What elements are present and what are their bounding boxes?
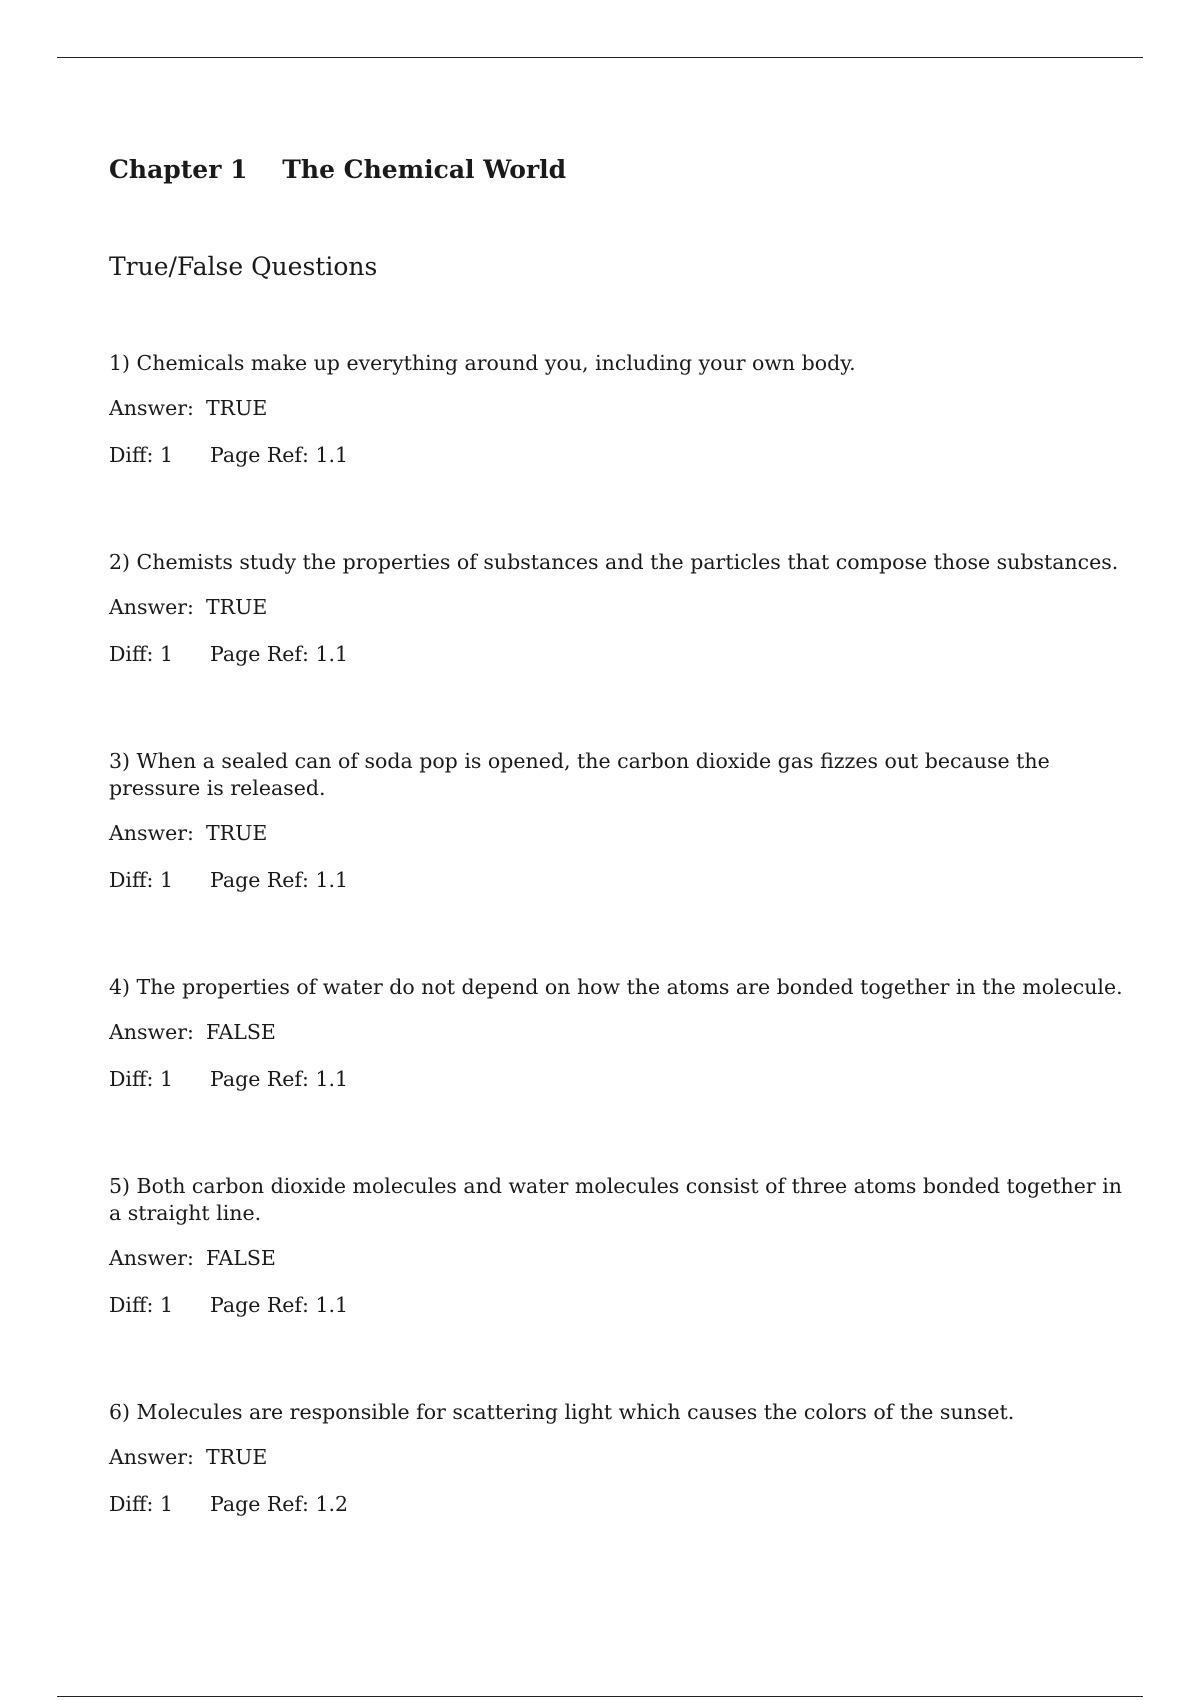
- answer-value: TRUE: [206, 821, 268, 845]
- question-item: [109, 974, 1139, 1093]
- document-body: [109, 150, 1139, 1518]
- question-text: 4) The properties of water do not depend on how the atoms are bonded together in the molecule.: [109, 975, 1123, 999]
- question-answer: [109, 594, 1139, 621]
- question-meta: [109, 442, 1139, 469]
- question-item: [109, 350, 1139, 469]
- answer-label: Answer:: [109, 595, 194, 619]
- answer-value: TRUE: [206, 595, 268, 619]
- difficulty: Diff: 1: [109, 1293, 174, 1317]
- question-text: 5) Both carbon dioxide molecules and water molecules consist of three atoms bonded together in a straight line.: [109, 1174, 1122, 1225]
- difficulty: Diff: 1: [109, 1492, 174, 1516]
- difficulty: Diff: 1: [109, 642, 174, 666]
- question-answer: [109, 820, 1139, 847]
- page-ref: Page Ref: 1.1: [210, 642, 349, 666]
- question-answer: [109, 1444, 1139, 1471]
- page-ref: Page Ref: 1.1: [210, 868, 349, 892]
- question-list: [109, 350, 1139, 1518]
- question-text: 1) Chemicals make up everything around you, including your own body.: [109, 351, 856, 375]
- page-ref: Page Ref: 1.2: [210, 1492, 349, 1516]
- answer-value: FALSE: [206, 1020, 276, 1044]
- header-rule: [57, 57, 1143, 58]
- answer-label: Answer:: [109, 1445, 194, 1469]
- question-text: 3) When a sealed can of soda pop is opened, the carbon dioxide gas fizzes out because the pressure is released.: [109, 749, 1050, 800]
- section-title: True/False Questions: [109, 252, 378, 281]
- question-text: 6) Molecules are responsible for scattering light which causes the colors of the sunset.: [109, 1400, 1015, 1424]
- chapter-title: Chapter 1 The Chemical World: [109, 155, 567, 184]
- question-text: 2) Chemists study the properties of substances and the particles that compose those substances.: [109, 550, 1119, 574]
- answer-label: Answer:: [109, 1246, 194, 1270]
- difficulty: Diff: 1: [109, 868, 174, 892]
- answer-label: Answer:: [109, 821, 194, 845]
- difficulty: Diff: 1: [109, 443, 174, 467]
- answer-label: Answer:: [109, 1020, 194, 1044]
- answer-label: Answer:: [109, 396, 194, 420]
- question-answer: [109, 1019, 1139, 1046]
- question-item: [109, 1399, 1139, 1518]
- question-item: [109, 1173, 1139, 1319]
- page-ref: Page Ref: 1.1: [210, 443, 349, 467]
- difficulty: Diff: 1: [109, 1067, 174, 1091]
- answer-value: FALSE: [206, 1246, 276, 1270]
- question-item: [109, 549, 1139, 668]
- question-answer: [109, 1245, 1139, 1272]
- question-meta: [109, 1292, 1139, 1319]
- question-answer: [109, 395, 1139, 422]
- answer-value: TRUE: [206, 396, 268, 420]
- page-ref: Page Ref: 1.1: [210, 1293, 349, 1317]
- answer-value: TRUE: [206, 1445, 268, 1469]
- question-item: [109, 748, 1139, 894]
- question-meta: [109, 867, 1139, 894]
- footer-rule: [57, 1696, 1143, 1697]
- question-meta: [109, 1066, 1139, 1093]
- page-ref: Page Ref: 1.1: [210, 1067, 349, 1091]
- question-meta: [109, 641, 1139, 668]
- question-meta: [109, 1491, 1139, 1518]
